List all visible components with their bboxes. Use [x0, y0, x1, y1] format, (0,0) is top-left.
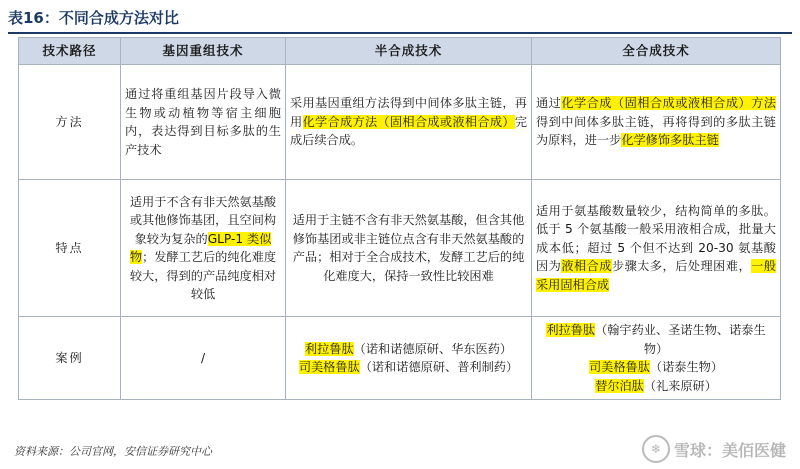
highlight-tirzepatide: 替尔泊肽: [595, 378, 644, 393]
highlight-liraglutide: 利拉鲁肽: [546, 323, 596, 337]
text-segment: 适用于氨基酸数量较少，结构简单的多肽。低于 5 个氨基酸一般采用液相合成，批量大成本低；超过 5 个但不达到 20-30 氨基酸因为: [536, 203, 776, 274]
source-note: 资料来源：公司官网，安信证券研究中心: [14, 445, 212, 458]
comparison-table: [18, 37, 781, 400]
watermark-text: 雪球：美佰医健: [673, 440, 786, 460]
row-label-method: 方法: [19, 65, 121, 180]
text-segment: （礼来原研）: [643, 378, 717, 393]
text-segment: 步骤太多，后处理困难，: [611, 259, 752, 274]
header-row: [19, 38, 781, 65]
title-divider: [8, 32, 792, 34]
cell-method-recomb: 通过将重组基因片段导入微生物或动植物等宿主细胞内，表达得到目标多肽的生产技术: [121, 65, 286, 180]
cell-method-semi: [286, 65, 532, 180]
highlight-glp1: GLP-1 类似物: [129, 231, 272, 264]
highlight-chemical-modification: 化学修饰多肽主链: [621, 133, 719, 148]
highlight-chemical-synthesis: 化学合成方法（固相合成或液相合成）: [302, 114, 515, 129]
table-row-feature: [19, 180, 781, 317]
header-full-synthesis: 全合成技术: [532, 38, 781, 65]
row-label-feature: 特点: [19, 180, 121, 317]
cell-feature-recomb: [121, 180, 286, 317]
text-segment: （翰宇药业、圣诺生物、诺泰生物）: [595, 323, 766, 356]
text-segment: 通过: [536, 96, 562, 111]
header-tech-path: 技术路径: [19, 38, 121, 65]
text-segment: 得到中间体多肽主链，再将得到的多肽主链为原料，进一步: [536, 114, 776, 148]
row-label-case: 案例: [19, 317, 121, 400]
highlight-solid-phase: 一般采用固相合成: [536, 259, 776, 292]
text-segment: 适用于不含有非天然氨基酸或其他修饰基团，且空间构象较为复杂的: [129, 194, 277, 246]
cell-case-semi: [286, 317, 532, 400]
cell-feature-semi: 适用于主链不含有非天然氨基酸，但含其他修饰基团或非主链位点含有非天然氨基酸的产品；相对于全合成技术，发酵工艺后的纯化难度大，保持一致性比较困难: [286, 180, 532, 317]
cell-feature-full: [532, 180, 781, 317]
table-title: 表16：不同合成方法对比: [8, 9, 179, 27]
highlight-chemical-synthesis: 化学合成（固相合成或液相合成）方法: [561, 96, 776, 111]
cell-case-recomb: /: [121, 317, 286, 400]
snowball-icon: ❄: [642, 435, 670, 463]
text-segment: （诺和诺德原研、普利制药）: [359, 360, 519, 374]
header-semi-synthesis: 半合成技术: [286, 38, 532, 65]
highlight-liraglutide: 利拉鲁肽: [304, 341, 354, 356]
watermark: [642, 435, 786, 463]
highlight-semaglutide: 司美格鲁肽: [298, 360, 360, 374]
table-row-case: [19, 317, 781, 400]
text-segment: （诺泰生物）: [649, 360, 724, 374]
text-segment: 完成后续合成。: [290, 114, 528, 148]
highlight-semaglutide: 司美格鲁肽: [588, 360, 650, 374]
text-segment: ；发酵工艺后的纯化难度较大，得到的产品纯度相对较低: [129, 250, 277, 301]
highlight-liquid-phase: 液相合成: [561, 259, 612, 274]
text-segment: 采用基因重组方法得到中间体多肽主链，再用: [290, 96, 527, 129]
text-segment: （诺和诺德原研、华东医药）: [353, 341, 513, 356]
header-gene-recombination: 基因重组技术: [121, 38, 286, 65]
cell-method-full: [532, 65, 781, 180]
table-row-method: [19, 65, 781, 180]
cell-case-full: [532, 317, 781, 400]
